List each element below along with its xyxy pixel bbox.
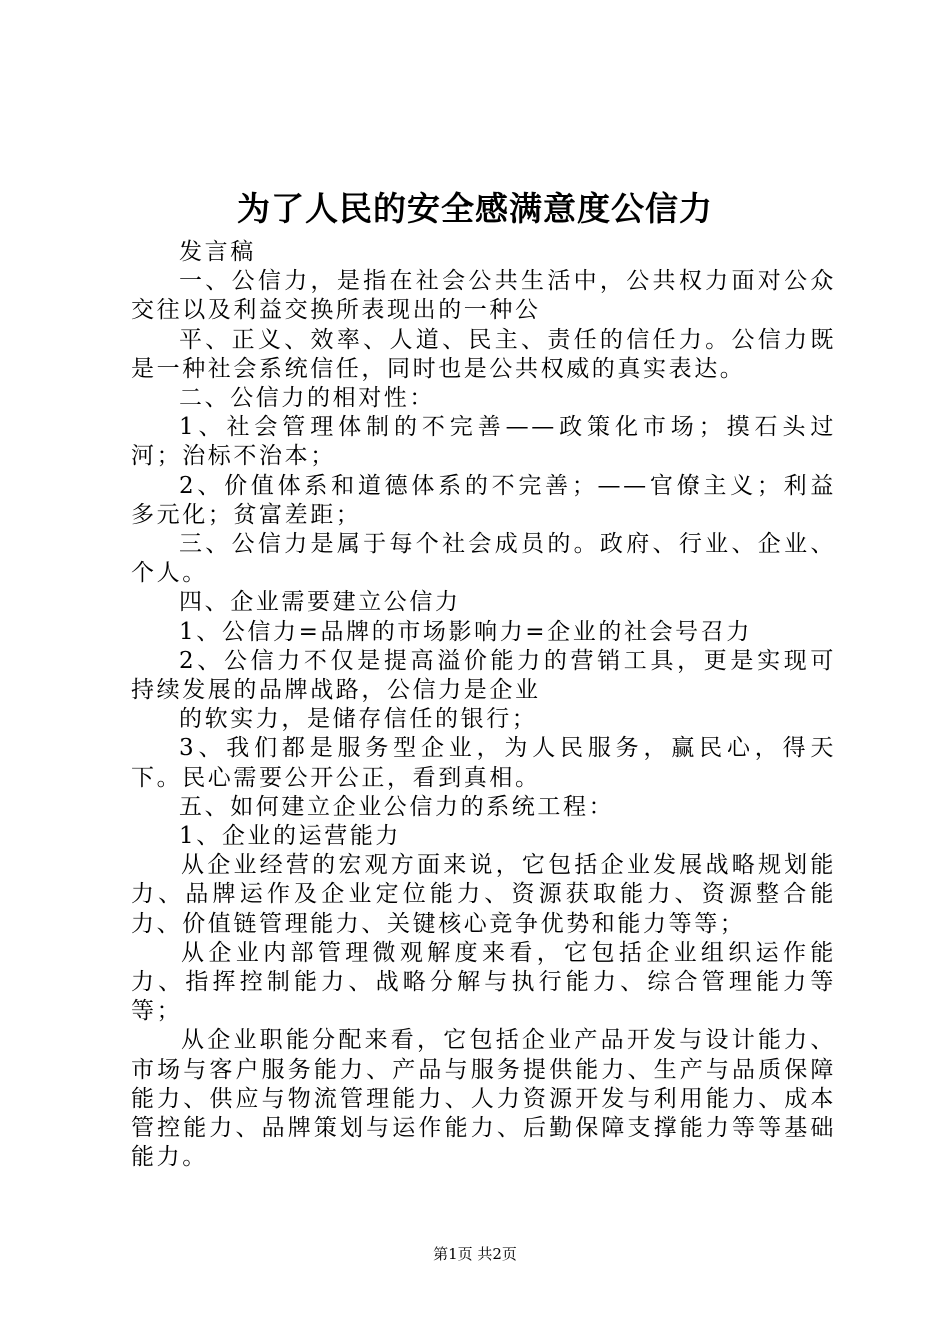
paragraph: 平、正义、效率、人道、民主、责任的信任力。公信力既是一种社会系统信任，同时也是公共权威的真实表达。: [131, 326, 836, 382]
paragraph: 3、我们都是服务型企业，为人民服务，赢民心，得天下。民心需要公开公正，看到真相。: [131, 735, 836, 791]
paragraph: 从企业内部管理微观解度来看，它包括企业组织运作能力、指挥控制能力、战略分解与执行能力、综合管理能力等等；: [131, 939, 836, 1025]
paragraph: 的软实力，是储存信任的银行；: [179, 706, 538, 733]
paragraph: 1、企业的运营能力: [179, 823, 402, 850]
paragraph: 五、如何建立企业公信力的系统工程：: [179, 793, 615, 820]
document-body: [131, 238, 836, 1173]
paragraph: 一、公信力，是指在社会公共生活中，公共权力面对公众交往以及利益交换所表现出的一种公: [131, 268, 836, 324]
paragraph: 发言稿: [179, 239, 256, 265]
paragraph: 2、公信力不仅是提高溢价能力的营销工具，更是实现可持续发展的品牌战路，公信力是企业: [131, 647, 836, 704]
paragraph: 从企业职能分配来看，它包括企业产品开发与设计能力、市场与客户服务能力、产品与服务提供能力、生产与品质保障能力、供应与物流管理能力、人力资源开发与利用能力、成本管控能力、品牌策划与运作能力、后勤保障支撑能力等等基础能力。: [131, 1027, 836, 1171]
paragraph: 三、公信力是属于每个社会成员的。政府、行业、企业、个人。: [131, 531, 836, 587]
document-title: 为了人民的安全感满意度公信力: [237, 189, 713, 228]
paragraph: 1、公信力=品牌的市场影响力=企业的社会号召力: [179, 618, 752, 645]
paragraph: 二、公信力的相对性：: [179, 385, 435, 412]
page-number-footer: 第1页 共2页: [433, 1245, 517, 1263]
paragraph: 四、企业需要建立公信力: [179, 589, 461, 616]
paragraph: 2、价值体系和道德体系的不完善；——官僚主义；利益多元化；贫富差距；: [131, 472, 836, 528]
paragraph: 1、社会管理体制的不完善——政策化市场；摸石头过河；治标不治本；: [131, 414, 836, 470]
paragraph: 从企业经营的宏观方面来说，它包括企业发展战略规划能力、品牌运作及企业定位能力、资源获取能力、资源整合能力、价值链管理能力、关键核心竞争优势和能力等等；: [131, 852, 836, 937]
